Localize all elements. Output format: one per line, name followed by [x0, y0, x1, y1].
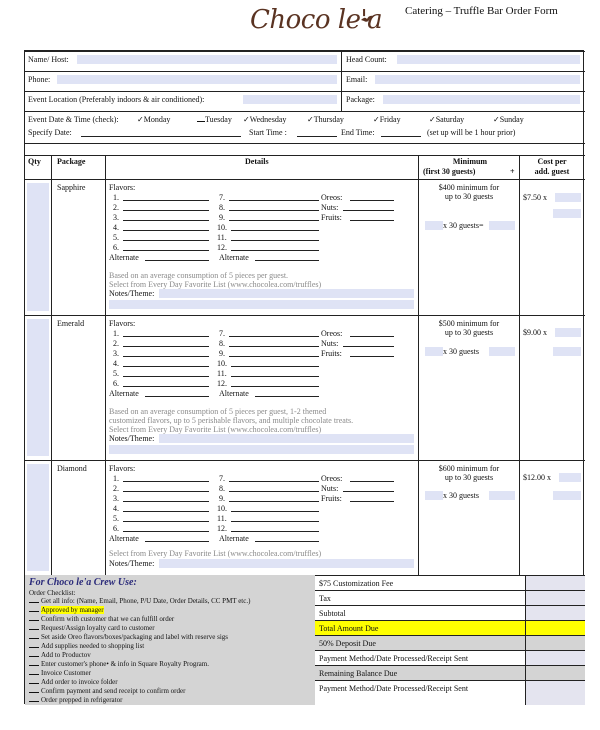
checklist-item[interactable]: Confirm payment and send receipt to confirm order: [29, 687, 185, 695]
customization-fee-row: $75 Customization Fee: [315, 575, 585, 590]
package-name: Diamond: [57, 464, 87, 473]
alternate-label: Alternate: [109, 534, 139, 543]
flavor-num: 8.: [219, 203, 225, 212]
flavor-num: 11.: [217, 514, 227, 523]
flavor-num: 11.: [217, 233, 227, 242]
total-amount-field[interactable]: [525, 621, 585, 635]
alternate-field[interactable]: [145, 260, 209, 261]
flavor-field[interactable]: [229, 336, 319, 337]
col-cost-sub: add. guest: [534, 167, 570, 176]
flavor-num: 12.: [217, 243, 227, 252]
brand-logo: Choco le'a: [250, 5, 383, 35]
alternate-field[interactable]: [145, 541, 209, 542]
flavor-num: 6.: [113, 524, 119, 533]
day-tuesday[interactable]: Tuesday: [197, 115, 232, 124]
email-label: Email:: [346, 75, 368, 84]
flavor-field[interactable]: [231, 386, 319, 387]
tax-field[interactable]: [525, 591, 585, 605]
flavor-num: 5.: [113, 514, 119, 523]
fruits-field[interactable]: [350, 356, 394, 357]
flavor-num: 3.: [113, 213, 119, 222]
qty-x30-field[interactable]: [425, 221, 443, 230]
flavors-label: Flavors:: [109, 464, 136, 473]
alternate-label: Alternate: [219, 253, 249, 262]
nuts-label: Nuts:: [321, 484, 339, 493]
checklist-item[interactable]: Enter customer's phone• & info in Square Royalty Program.: [29, 660, 209, 668]
flavor-field[interactable]: [123, 386, 209, 387]
notes-field[interactable]: [159, 559, 414, 568]
package-description: Select from Every Day Favorite List (www.chocolea.com/truffles): [109, 280, 322, 289]
minimum-text-2: up to 30 guests: [444, 328, 494, 337]
tax-row: Tax: [315, 590, 585, 605]
checklist-item[interactable]: Add supplies needed to shopping list: [29, 642, 144, 650]
checklist-item[interactable]: Get all info: (Name, Email, Phone, P/U Date, Order Details, CC PMT etc.): [29, 597, 250, 605]
flavor-field[interactable]: [123, 210, 209, 211]
nuts-label: Nuts:: [321, 339, 339, 348]
checklist-title: Order Checklist:: [29, 589, 76, 597]
balance-payment-field[interactable]: [525, 681, 585, 705]
alternate-label: Alternate: [219, 389, 249, 398]
flavor-field[interactable]: [123, 230, 209, 231]
flavor-num: 8.: [219, 339, 225, 348]
flavor-field[interactable]: [123, 336, 209, 337]
notes-field-2[interactable]: [109, 300, 414, 309]
email-field[interactable]: [375, 75, 580, 84]
col-minimum: Minimum: [452, 157, 488, 166]
flavor-field[interactable]: [229, 481, 319, 482]
end-time-field[interactable]: [381, 136, 421, 137]
add-guests-field[interactable]: [559, 473, 581, 482]
page-header: [0, 0, 600, 50]
checklist-item[interactable]: Order prepped in refrigerator: [29, 696, 122, 704]
flavor-field[interactable]: [229, 491, 319, 492]
specify-date-label: Specify Date:: [28, 128, 72, 137]
day-thursday[interactable]: ✓Thursday: [307, 115, 344, 124]
flavor-field[interactable]: [229, 356, 319, 357]
flavor-field[interactable]: [123, 481, 209, 482]
flavor-field[interactable]: [229, 501, 319, 502]
package-description: Based on an average consumption of 5 pieces per guest.: [109, 271, 289, 280]
col-qty: Qty: [28, 157, 41, 166]
flavor-field[interactable]: [229, 220, 319, 221]
notes-field[interactable]: [159, 434, 414, 443]
order-form: [24, 50, 584, 704]
balance-row: Remaining Balance Due: [315, 665, 585, 680]
cost-per-guest: $7.50 x: [523, 193, 547, 202]
flavor-num: 5.: [113, 369, 119, 378]
flavor-field[interactable]: [123, 240, 209, 241]
add-cost-field[interactable]: [553, 209, 581, 218]
checklist-item[interactable]: Invoice Customer: [29, 669, 91, 677]
fruits-field[interactable]: [350, 220, 394, 221]
flavor-num: 9.: [219, 213, 225, 222]
flavor-field[interactable]: [123, 491, 209, 492]
day-sunday[interactable]: ✓Sunday: [493, 115, 524, 124]
oreos-field[interactable]: [350, 200, 394, 201]
phone-field[interactable]: [57, 75, 337, 84]
minimum-text: $600 minimum for: [438, 464, 500, 473]
oreos-label: Oreos:: [321, 329, 343, 338]
package-field[interactable]: [383, 95, 580, 104]
head-count-label: Head Count:: [346, 55, 387, 64]
qty-field-diamond[interactable]: [27, 464, 49, 571]
flavor-field[interactable]: [231, 521, 319, 522]
flavor-num: 7.: [219, 474, 225, 483]
flavor-num: 12.: [217, 379, 227, 388]
flavor-field[interactable]: [231, 376, 319, 377]
name-host-label: Name/ Host:: [28, 55, 69, 64]
form-title: Catering – Truffle Bar Order Form: [405, 5, 558, 17]
flavor-field[interactable]: [229, 200, 319, 201]
balance-field[interactable]: [525, 666, 585, 680]
event-location-field[interactable]: [243, 95, 337, 104]
flavor-num: 3.: [113, 349, 119, 358]
day-monday[interactable]: ✓Monday: [137, 115, 171, 124]
bird-icon: [360, 14, 374, 24]
event-date-time-label: Event Date & Time (check):: [28, 115, 119, 124]
fruits-label: Fruits:: [321, 349, 342, 358]
flavor-field[interactable]: [229, 346, 319, 347]
subtotal-row: Subtotal: [315, 605, 585, 620]
flavor-field[interactable]: [123, 366, 209, 367]
alternate-field[interactable]: [255, 541, 319, 542]
flavor-num: 1.: [113, 474, 119, 483]
nuts-field[interactable]: [343, 346, 394, 347]
package-name: Sapphire: [57, 183, 86, 192]
alternate-field[interactable]: [145, 396, 209, 397]
notes-field[interactable]: [159, 289, 414, 298]
x30-label: x 30 guests=: [443, 221, 484, 230]
package-label: Package:: [346, 95, 375, 104]
day-wednesday[interactable]: ✓Wednesday: [243, 115, 287, 124]
nuts-label: Nuts:: [321, 203, 339, 212]
flavor-num: 4.: [113, 359, 119, 368]
notes-label: Notes/Theme:: [109, 559, 155, 568]
crew-section: [25, 575, 315, 705]
day-saturday[interactable]: ✓Saturday: [429, 115, 465, 124]
alternate-label: Alternate: [219, 534, 249, 543]
flavor-num: 6.: [113, 379, 119, 388]
crew-title: For Choco le'a Crew Use:: [29, 577, 137, 588]
flavor-field[interactable]: [231, 366, 319, 367]
oreos-field[interactable]: [350, 336, 394, 337]
deposit-payment-row: Payment Method/Date Processed/Receipt Sent: [315, 650, 585, 665]
minimum-text: $400 minimum for: [438, 183, 500, 192]
day-friday[interactable]: ✓Friday: [373, 115, 401, 124]
alternate-field[interactable]: [255, 260, 319, 261]
flavor-num: 10.: [217, 223, 227, 232]
flavor-field[interactable]: [123, 356, 209, 357]
deposit-row: 50% Deposit Due: [315, 635, 585, 650]
add-guests-field[interactable]: [555, 193, 581, 202]
notes-label: Notes/Theme:: [109, 289, 155, 298]
checklist-item[interactable]: Request/Assign loyalty card to customer: [29, 624, 155, 632]
col-minimum-sub: (first 30 guests): [423, 167, 476, 176]
head-count-field[interactable]: [397, 55, 580, 64]
alternate-field[interactable]: [255, 396, 319, 397]
flavor-num: 3.: [113, 494, 119, 503]
deposit-field[interactable]: [525, 636, 585, 650]
flavor-field[interactable]: [123, 521, 209, 522]
end-time-label: End Time:: [341, 128, 375, 137]
qty-field-sapphire[interactable]: [27, 183, 49, 311]
flavor-num: 6.: [113, 243, 119, 252]
package-description: customized flavors, up to 5 perishable flavors, and multiple chocolate treats.: [109, 416, 354, 425]
flavor-field[interactable]: [123, 200, 209, 201]
minimum-text-2: up to 30 guests: [444, 473, 494, 482]
x30-label: x 30 guests: [443, 347, 479, 356]
flavor-num: 7.: [219, 329, 225, 338]
event-location-label: Event Location (Preferably indoors & air conditioned):: [28, 95, 205, 104]
notes-label: Notes/Theme:: [109, 434, 155, 443]
customization-fee-field[interactable]: [525, 576, 585, 590]
totals-section: [315, 575, 585, 705]
flavor-num: 12.: [217, 524, 227, 533]
alternate-label: Alternate: [109, 253, 139, 262]
flavor-field[interactable]: [231, 511, 319, 512]
flavor-num: 5.: [113, 233, 119, 242]
package-description: Based on an average consumption of 5 pieces per guest, 1-2 themed: [109, 407, 327, 416]
alternate-label: Alternate: [109, 389, 139, 398]
oreos-field[interactable]: [350, 481, 394, 482]
col-package: Package: [57, 157, 86, 166]
oreos-label: Oreos:: [321, 474, 343, 483]
flavor-num: 4.: [113, 223, 119, 232]
flavor-field[interactable]: [123, 501, 209, 502]
nuts-field[interactable]: [343, 210, 394, 211]
flavor-field[interactable]: [231, 230, 319, 231]
balance-payment-row: Payment Method/Date Processed/Receipt Sent: [315, 680, 585, 705]
flavor-num: 2.: [113, 203, 119, 212]
setup-note: (set up will be 1 hour prior): [427, 128, 516, 137]
flavor-num: 2.: [113, 484, 119, 493]
fruits-field[interactable]: [350, 501, 394, 502]
checklist-item[interactable]: Add to Productov: [29, 651, 91, 659]
flavor-num: 4.: [113, 504, 119, 513]
start-time-label: Start Time :: [249, 128, 287, 137]
minimum-text-2: up to 30 guests: [444, 192, 494, 201]
checklist-item[interactable]: Set aside Oreo flavors/boxes/packaging and label with reserve sigs: [29, 633, 228, 641]
flavor-num: 7.: [219, 193, 225, 202]
flavors-label: Flavors:: [109, 183, 136, 192]
oreos-label: Oreos:: [321, 193, 343, 202]
col-details: Details: [245, 157, 269, 166]
qty-x30-field[interactable]: [425, 491, 443, 500]
nuts-field[interactable]: [343, 491, 394, 492]
specify-date-field[interactable]: [81, 136, 241, 137]
package-name: Emerald: [57, 319, 85, 328]
flavor-field[interactable]: [231, 240, 319, 241]
flavor-field[interactable]: [123, 376, 209, 377]
fruits-label: Fruits:: [321, 213, 342, 222]
flavor-field[interactable]: [123, 511, 209, 512]
flavor-num: 1.: [113, 329, 119, 338]
minimum-total-field[interactable]: [489, 347, 515, 356]
cost-per-guest: $12.00 x: [523, 473, 551, 482]
flavor-field[interactable]: [123, 250, 209, 251]
phone-label: Phone:: [28, 75, 51, 84]
package-description: Select from Every Day Favorite List (www.chocolea.com/truffles): [109, 549, 322, 558]
flavor-num: 10.: [217, 359, 227, 368]
package-description: Select from Every Day Favorite List (www.chocolea.com/truffles): [109, 425, 322, 434]
flavor-num: 11.: [217, 369, 227, 378]
col-cost: Cost per: [537, 157, 567, 166]
flavor-field[interactable]: [229, 210, 319, 211]
flavor-num: 9.: [219, 494, 225, 503]
flavor-field[interactable]: [123, 531, 209, 532]
flavor-num: 1.: [113, 193, 119, 202]
total-amount-row: Total Amount Due: [315, 620, 585, 635]
notes-field-2[interactable]: [109, 445, 414, 454]
add-guests-field[interactable]: [555, 328, 581, 337]
flavor-num: 9.: [219, 349, 225, 358]
flavor-field[interactable]: [123, 346, 209, 347]
minimum-total-field[interactable]: [489, 491, 515, 500]
flavors-label: Flavors:: [109, 319, 136, 328]
fruits-label: Fruits:: [321, 494, 342, 503]
flavor-num: 10.: [217, 504, 227, 513]
qty-field-emerald[interactable]: [27, 319, 49, 456]
flavor-num: 8.: [219, 484, 225, 493]
checklist-item[interactable]: Add order to invoice folder: [29, 678, 118, 686]
checklist-item[interactable]: Approved by manager: [29, 606, 104, 614]
qty-x30-field[interactable]: [425, 347, 443, 356]
x30-label: x 30 guests: [443, 491, 479, 500]
subtotal-field[interactable]: [525, 606, 585, 620]
flavor-num: 2.: [113, 339, 119, 348]
minimum-text: $500 minimum for: [438, 319, 500, 328]
flavor-field[interactable]: [123, 220, 209, 221]
add-cost-field[interactable]: [553, 491, 581, 500]
add-cost-field[interactable]: [553, 347, 581, 356]
cost-per-guest: $9.00 x: [523, 328, 547, 337]
flavor-field[interactable]: [231, 531, 319, 532]
checklist-item[interactable]: Confirm with customer that we can fulfill order: [29, 615, 174, 623]
start-time-field[interactable]: [297, 136, 337, 137]
deposit-payment-field[interactable]: [525, 651, 585, 665]
flavor-field[interactable]: [231, 250, 319, 251]
name-host-field[interactable]: [77, 55, 337, 64]
minimum-total-field[interactable]: [489, 221, 515, 230]
plus-sign: +: [510, 167, 515, 176]
